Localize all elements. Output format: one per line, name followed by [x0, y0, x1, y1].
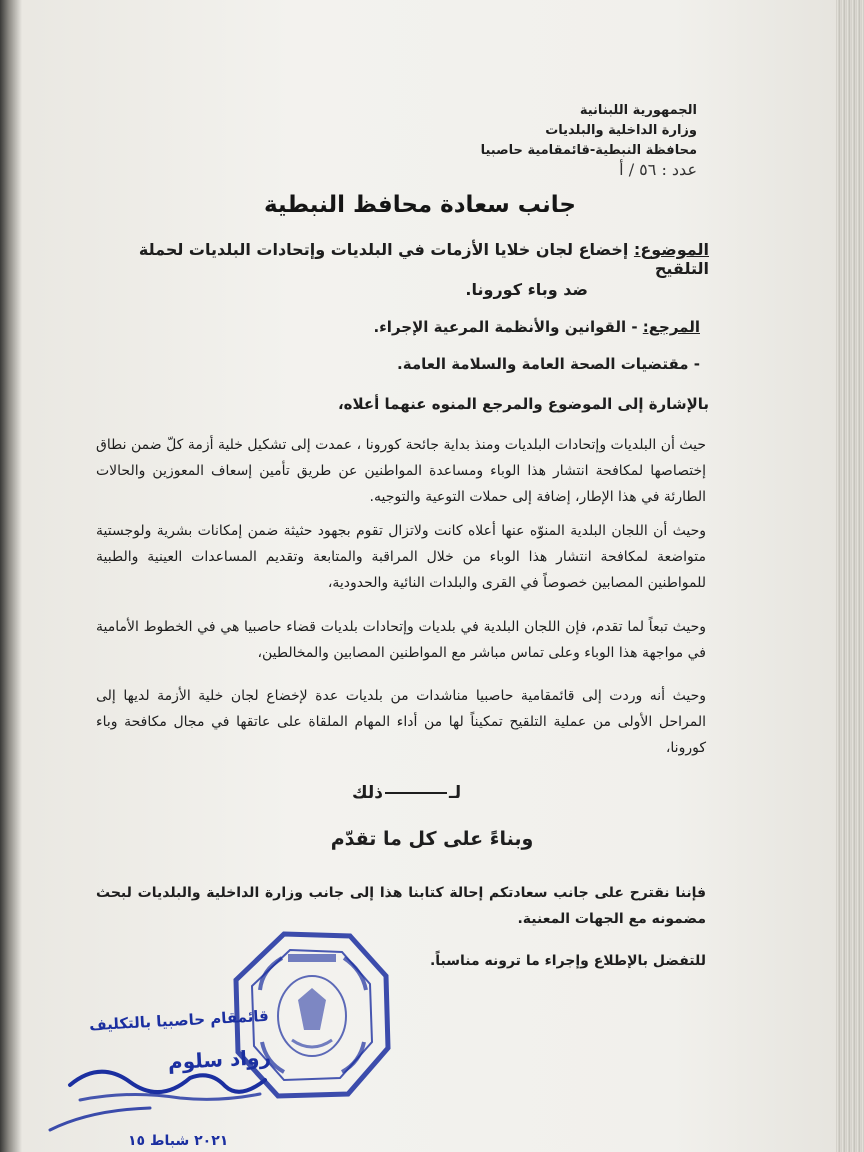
basis-line: وبناءً على كل ما تقدّم [330, 828, 534, 850]
reference-line [373, 318, 700, 336]
reference-item-2: - مقتضيات الصحة العامة والسلامة العامة. [397, 355, 700, 373]
proposal-paragraph: فإننا نقترح على جانب سعادتكم إحالة كتابنا هذا إلى جانب وزارة الداخلية والبلديات لبحث مضمونه مع الجهات المعنية. [96, 885, 706, 927]
header-number: عدد : ٥٦ / أ [619, 160, 697, 179]
signatory-role: قائمقام حاصبيا بالتكليف [88, 1006, 270, 1035]
conclusion-part-1: لـ [448, 783, 462, 803]
header-republic: الجمهورية اللبنانية [579, 103, 697, 118]
subject-label: الموضوع: [633, 240, 709, 259]
signatory-title [69, 1007, 272, 1079]
page-shadow [0, 0, 22, 1152]
reference-label: المرجع: [642, 318, 700, 336]
conclusion-heading [352, 783, 461, 803]
paragraph-1: حيث أن البلديات وإتحادات البلديات ومنذ بداية جائحة كورونا ، عمدت إلى تشكيل خلية أزمة كلّ ضمن نطاق إختصاصها لمكافحة انتشار هذا الوباء ومساعدة المواطنين عن طريق تأمين إسعاف المعوزين والحالات الطارئة في هذا الإطار، إضافة إلى حملات التوعية والتوجيه. [96, 437, 706, 505]
reference-item-1: - القوانين والأنظمة المرعية الإجراء. [373, 318, 638, 336]
letter-title: جانب سعادة محافظ النبطية [263, 192, 577, 218]
paragraph-2: وحيث أن اللجان البلدية المنوّه عنها أعلاه كانت ولاتزال تقوم بجهود حثيثة ضمن إمكانات بشرية ولوجستية متواضعة لمكافحة انتشار هذا الوباء من خلال المراقبة والمتابعة وتقديم المساعدات العينية والطبية للمواطنين المصابين خصوصاً في القرى والبلدات النائية والحدودية، [96, 523, 706, 591]
signatory-name: رواد سلوم [167, 1044, 272, 1075]
paragraph-3: وحيث تبعاً لما تقدم، فإن اللجان البلدية في بلديات وإتحادات بلديات قضاء حاصبيا هي في الخطوط الأمامية في مواجهة هذا الوباء وعلى تماس مباشر مع المواطنين المصابين والمخالطين، [96, 619, 706, 661]
signature-date: ٢٠٢١ شباط ١٥ [128, 1133, 229, 1149]
paragraph-4: وحيث أنه وردت إلى قائمقامية حاصبيا مناشدات من بلديات عدة لإخضاع لجان خلية الأزمة لديها إلى المراحل الأولى من عملية التلقيح تمكيناً لها من أداء المهام الملقاة على عاتقها في مجال مكافحة وباء كورونا، [96, 688, 706, 756]
subject-line [109, 240, 709, 278]
subject-text: إخضاع لجان خلايا الأزمات في البلديات وإتحادات البلديات لحملة التلقيح [138, 240, 709, 278]
subject-continuation: ضد وباء كورونا. [465, 280, 588, 299]
kashida-line [385, 792, 447, 794]
conclusion-part-2: ذلك [352, 783, 383, 803]
opening-line: بالإشارة إلى الموضوع والمرجع المنوه عنهما أعلاه، [337, 395, 709, 413]
header-ministry: وزارة الداخلية والبلديات [545, 123, 697, 138]
paper-stack-edge [836, 0, 864, 1152]
header-governorate: محافظة النبطية-قائمقامية حاصبيا [480, 143, 697, 158]
closing-line: للتفضل بالإطلاع وإجراء ما ترونه مناسباً. [429, 953, 706, 969]
